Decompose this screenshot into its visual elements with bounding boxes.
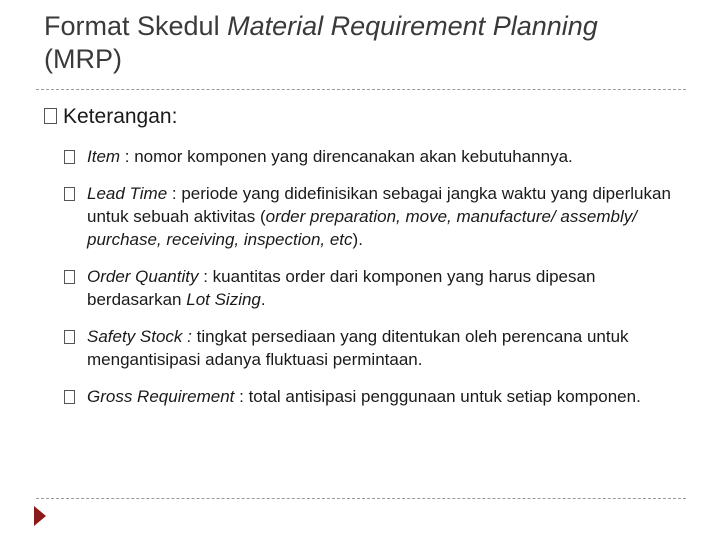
bullet-box-icon <box>64 330 75 344</box>
bullet-term: order preparation, move, manufacture/ assembly/ purchase, receiving, inspection, etc <box>87 207 637 249</box>
bullet-text: : periode yang didefinisikan sebagai jangka waktu yang diperlukan untuk sebuah aktivitas ( <box>87 184 671 226</box>
bullet-box-icon <box>64 270 75 284</box>
bullet-item <box>64 265 684 311</box>
slide-title <box>44 10 704 76</box>
bullet-text: ). <box>352 230 363 249</box>
bullet-text: : nomor komponen yang direncanakan akan kebutuhannya. <box>120 147 573 166</box>
bullet-text: tingkat persediaan yang ditentukan oleh perencana untuk mengantisipasi adanya fluktuasi permintaan. <box>87 327 629 369</box>
bullet-term: Gross Requirement <box>87 387 240 406</box>
bullet-text: : kuantitas order dari komponen yang harus dipesan berdasarkan <box>87 267 596 309</box>
bullet-item <box>64 182 684 251</box>
title-line2: (MRP) <box>44 44 122 74</box>
bullet-box-icon <box>44 108 57 124</box>
bullet-term: Lot Sizing <box>186 290 261 309</box>
bullet-text: : total antisipasi penggunaan untuk setiap komponen. <box>239 387 641 406</box>
title-plain: Format Skedul <box>44 11 228 41</box>
bullet-term: Order Quantity <box>87 267 199 286</box>
bullet-box-icon <box>64 150 75 164</box>
bottom-divider <box>36 498 686 499</box>
bullet-list <box>64 145 684 408</box>
section-heading <box>44 104 177 130</box>
top-divider <box>36 89 686 90</box>
bullet-text: . <box>260 290 266 309</box>
bullet-box-icon <box>64 187 75 201</box>
bullet-term: Item <box>87 147 121 166</box>
bullet-term: Safety Stock : <box>87 327 192 346</box>
next-arrow-icon[interactable] <box>34 506 46 526</box>
bullet-item <box>64 145 684 168</box>
bullet-box-icon <box>64 390 75 404</box>
title-italic: Material Requirement Planning <box>227 11 598 41</box>
heading-text: Keterangan: <box>63 105 178 128</box>
bullet-item <box>64 385 684 408</box>
bullet-term: Lead Time <box>87 184 168 203</box>
bullet-item <box>64 325 684 371</box>
